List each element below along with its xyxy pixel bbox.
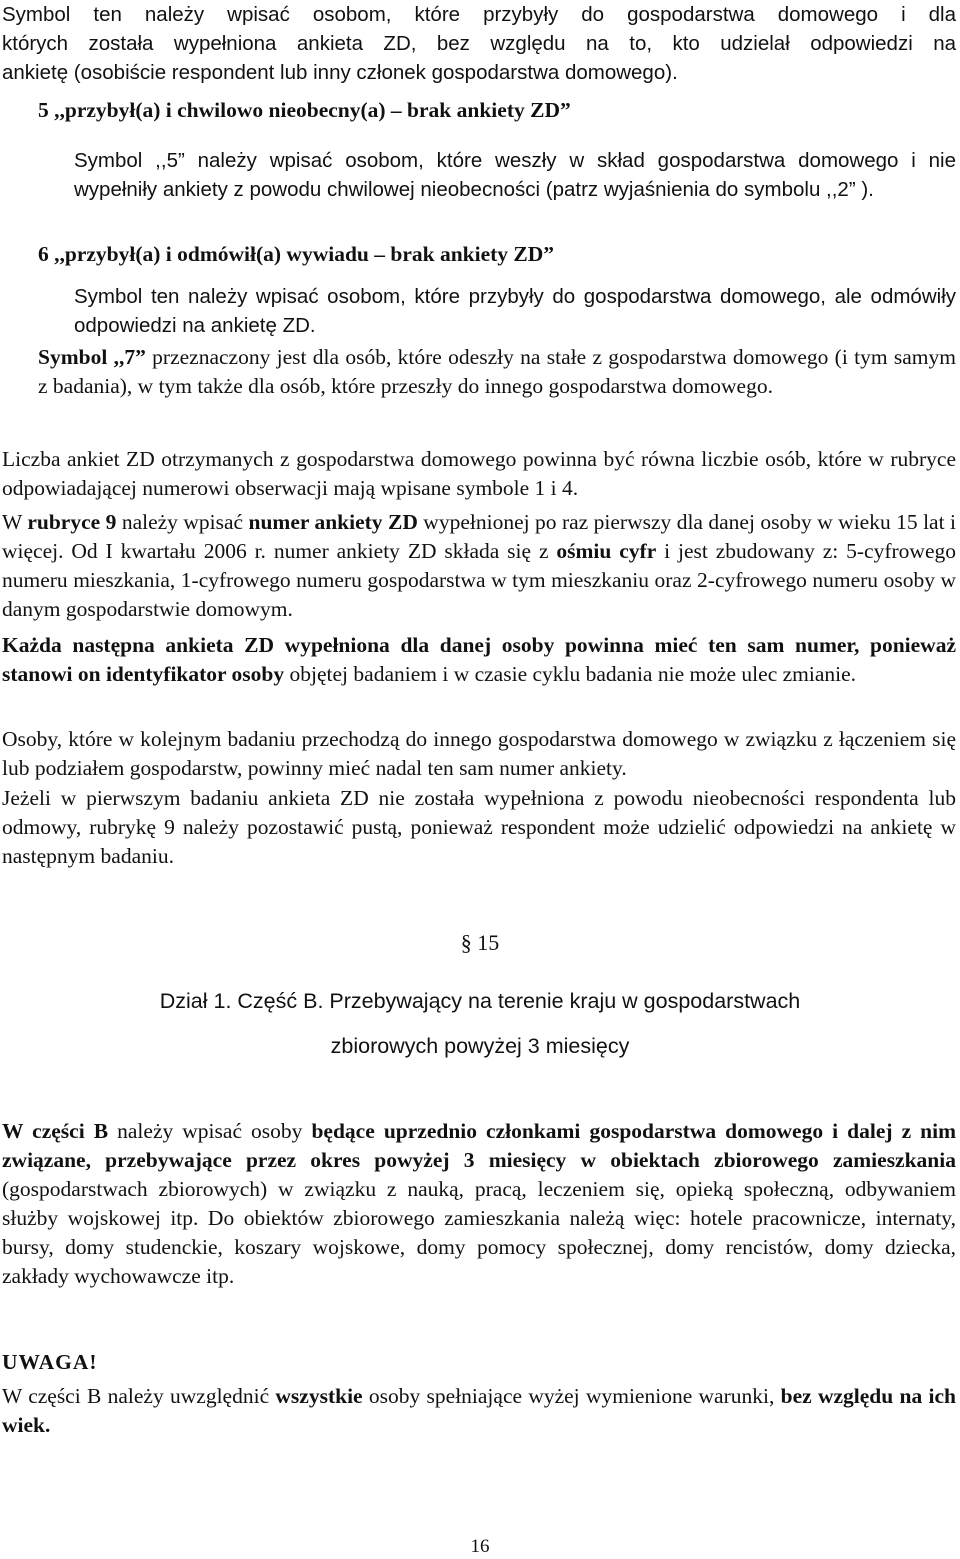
code-6-body <box>74 282 956 340</box>
rubryka-t2: należy wpisać <box>116 510 249 534</box>
kazda-bold: Każda następna ankieta ZD wypełniona dla danej osoby powinna mieć ten sam numer, ponieważ stanowi on identyfikator osoby <box>2 633 956 686</box>
kazda-text: objętej badaniem i w czasie cyklu badania nie może ulec zmianie. <box>284 662 857 686</box>
rubryka-t3: wypełnionej po raz pierwszy dla danej osoby w wieku 15 lat i więcej. Od I kwartału 2006 r. numer ankiety ZD składa się z <box>2 510 956 563</box>
page-number: 16 <box>470 1536 490 1557</box>
code-7-paragraph <box>38 343 956 401</box>
uwaga-b1: wszystkie <box>275 1384 363 1408</box>
paragraph-osoby <box>2 725 956 783</box>
rubryka-t1: W <box>2 510 28 534</box>
liczba-ankiet-text: Liczba ankiet ZD otrzymanych z gospodarstwa domowego powinna być równa liczbie osób, które w rubryce odpowiadającej numerowi obserwacji mają wpisane symbole 1 i 4. <box>2 447 956 500</box>
paragraph-rubryka-9 <box>2 508 956 624</box>
paragraph-kazda-ankieta <box>2 631 956 689</box>
rubryka-b3: ośmiu cyfr <box>556 539 657 563</box>
czesc-b-bold-2: będące uprzednio członkami gospodarstwa domowego i dalej z nim związane, przebywające przez okres powyżej 3 miesięcy w obiektach zbiorowego zamieszkania <box>2 1119 957 1172</box>
uwaga-b2: bez względu na ich wiek. <box>2 1384 956 1437</box>
paragraph-jezeli <box>2 784 956 871</box>
section-title-line-1: Dział 1. Część B. Przebywający na terenie kraju w gospodarstwach <box>159 989 801 1013</box>
intro-line-2: których została wypełniona ankieta ZD, bez względu na to, kto udzielał odpowiedzi na <box>2 32 956 55</box>
section-number: § 15 <box>460 930 500 955</box>
code-5-body-text: Symbol ,,5” należy wpisać osobom, które weszły w skład gospodarstwa domowego i nie wypełniły ankiety z powodu chwilowej nieobecności (patrz wyjaśnienia do symbolu ,,2” ). <box>74 149 956 201</box>
code-5-heading: 5 ,,przybył(a) i chwilowo nieobecny(a) – brak ankiety ZD” <box>38 98 571 122</box>
uwaga-label <box>2 1348 956 1377</box>
paragraph-uwaga <box>2 1382 956 1440</box>
czesc-b-bold-1: W części B <box>2 1119 109 1143</box>
intro-line-3: ankietę (osobiście respondent lub inny członek gospodarstwa domowego). <box>2 61 678 84</box>
czesc-b-text-1: należy wpisać osoby <box>108 1119 312 1143</box>
code-6-heading: 6 ,,przybył(a) i odmówił(a) wywiadu – brak ankiety ZD” <box>38 242 555 266</box>
code-6-body-text: Symbol ten należy wpisać osobom, które przybyły do gospodarstwa domowego, ale odmówiły odpowiedzi na ankietę ZD. <box>74 285 956 337</box>
code-5-body <box>74 146 956 204</box>
intro-line-1: Symbol ten należy wpisać osobom, które przybyły do gospodarstwa domowego i dla <box>2 3 956 26</box>
code-7-body: przeznaczony jest dla osób, które odeszły na stałe z gospodarstwa domowego (i tym samym z badania), w tym także dla osób, które przeszły do innego gospodarstwa domowego. <box>38 345 956 398</box>
jezeli-text: Jeżeli w pierwszym badaniu ankieta ZD nie została wypełniona z powodu nieobecności respondenta lub odmowy, rubrykę 9 należy pozostawić pustą, ponieważ respondent może udzielić odpowiedzi na ankietę w następnym badaniu. <box>2 786 956 868</box>
paragraph-liczba-ankiet <box>2 445 956 503</box>
paragraph-czesc-b <box>2 1117 956 1291</box>
section-title-line-2: zbiorowych powyżej 3 miesięcy <box>330 1034 630 1058</box>
uwaga-t1: W części B należy uwzględnić <box>2 1384 276 1408</box>
intro-paragraph <box>2 0 956 87</box>
rubryka-b2: numer ankiety ZD <box>248 510 418 534</box>
rubryka-t4: i jest zbudowany z: 5-cyfrowego numeru mieszkania, 1-cyfrowego numeru gospodarstwa w tym mieszkaniu oraz 2-cyfrowego numeru osoby w danym gospodarstwie domowym. <box>2 539 956 621</box>
osoby-text: Osoby, które w kolejnym badaniu przechodzą do innego gospodarstwa domowego w związku z łączeniem się lub podziałem gospodarstw, powinny mieć nadal ten sam numer ankiety. <box>2 727 956 780</box>
uwaga-label-text: UWAGA! <box>2 1350 98 1374</box>
czesc-b-text-2: (gospodarstwach zbiorowych) w związku z nauką, pracą, leczeniem się, opieką społeczną, odbywaniem służby wojskowej itp. Do obiektów zbiorowego zamieszkania należą więc: hotele pracownicze, internaty, bursy, domy studenckie, koszary wojskowe, domy pomocy społecznej, domy rencistów, domy dziecka, zakłady wychowawcze itp. <box>2 1177 956 1288</box>
uwaga-t2: osoby spełniające wyżej wymienione warunki, <box>362 1384 781 1408</box>
rubryka-b1: rubryce 9 <box>27 510 117 534</box>
code-7-lead: Symbol ,,7” <box>38 345 146 369</box>
